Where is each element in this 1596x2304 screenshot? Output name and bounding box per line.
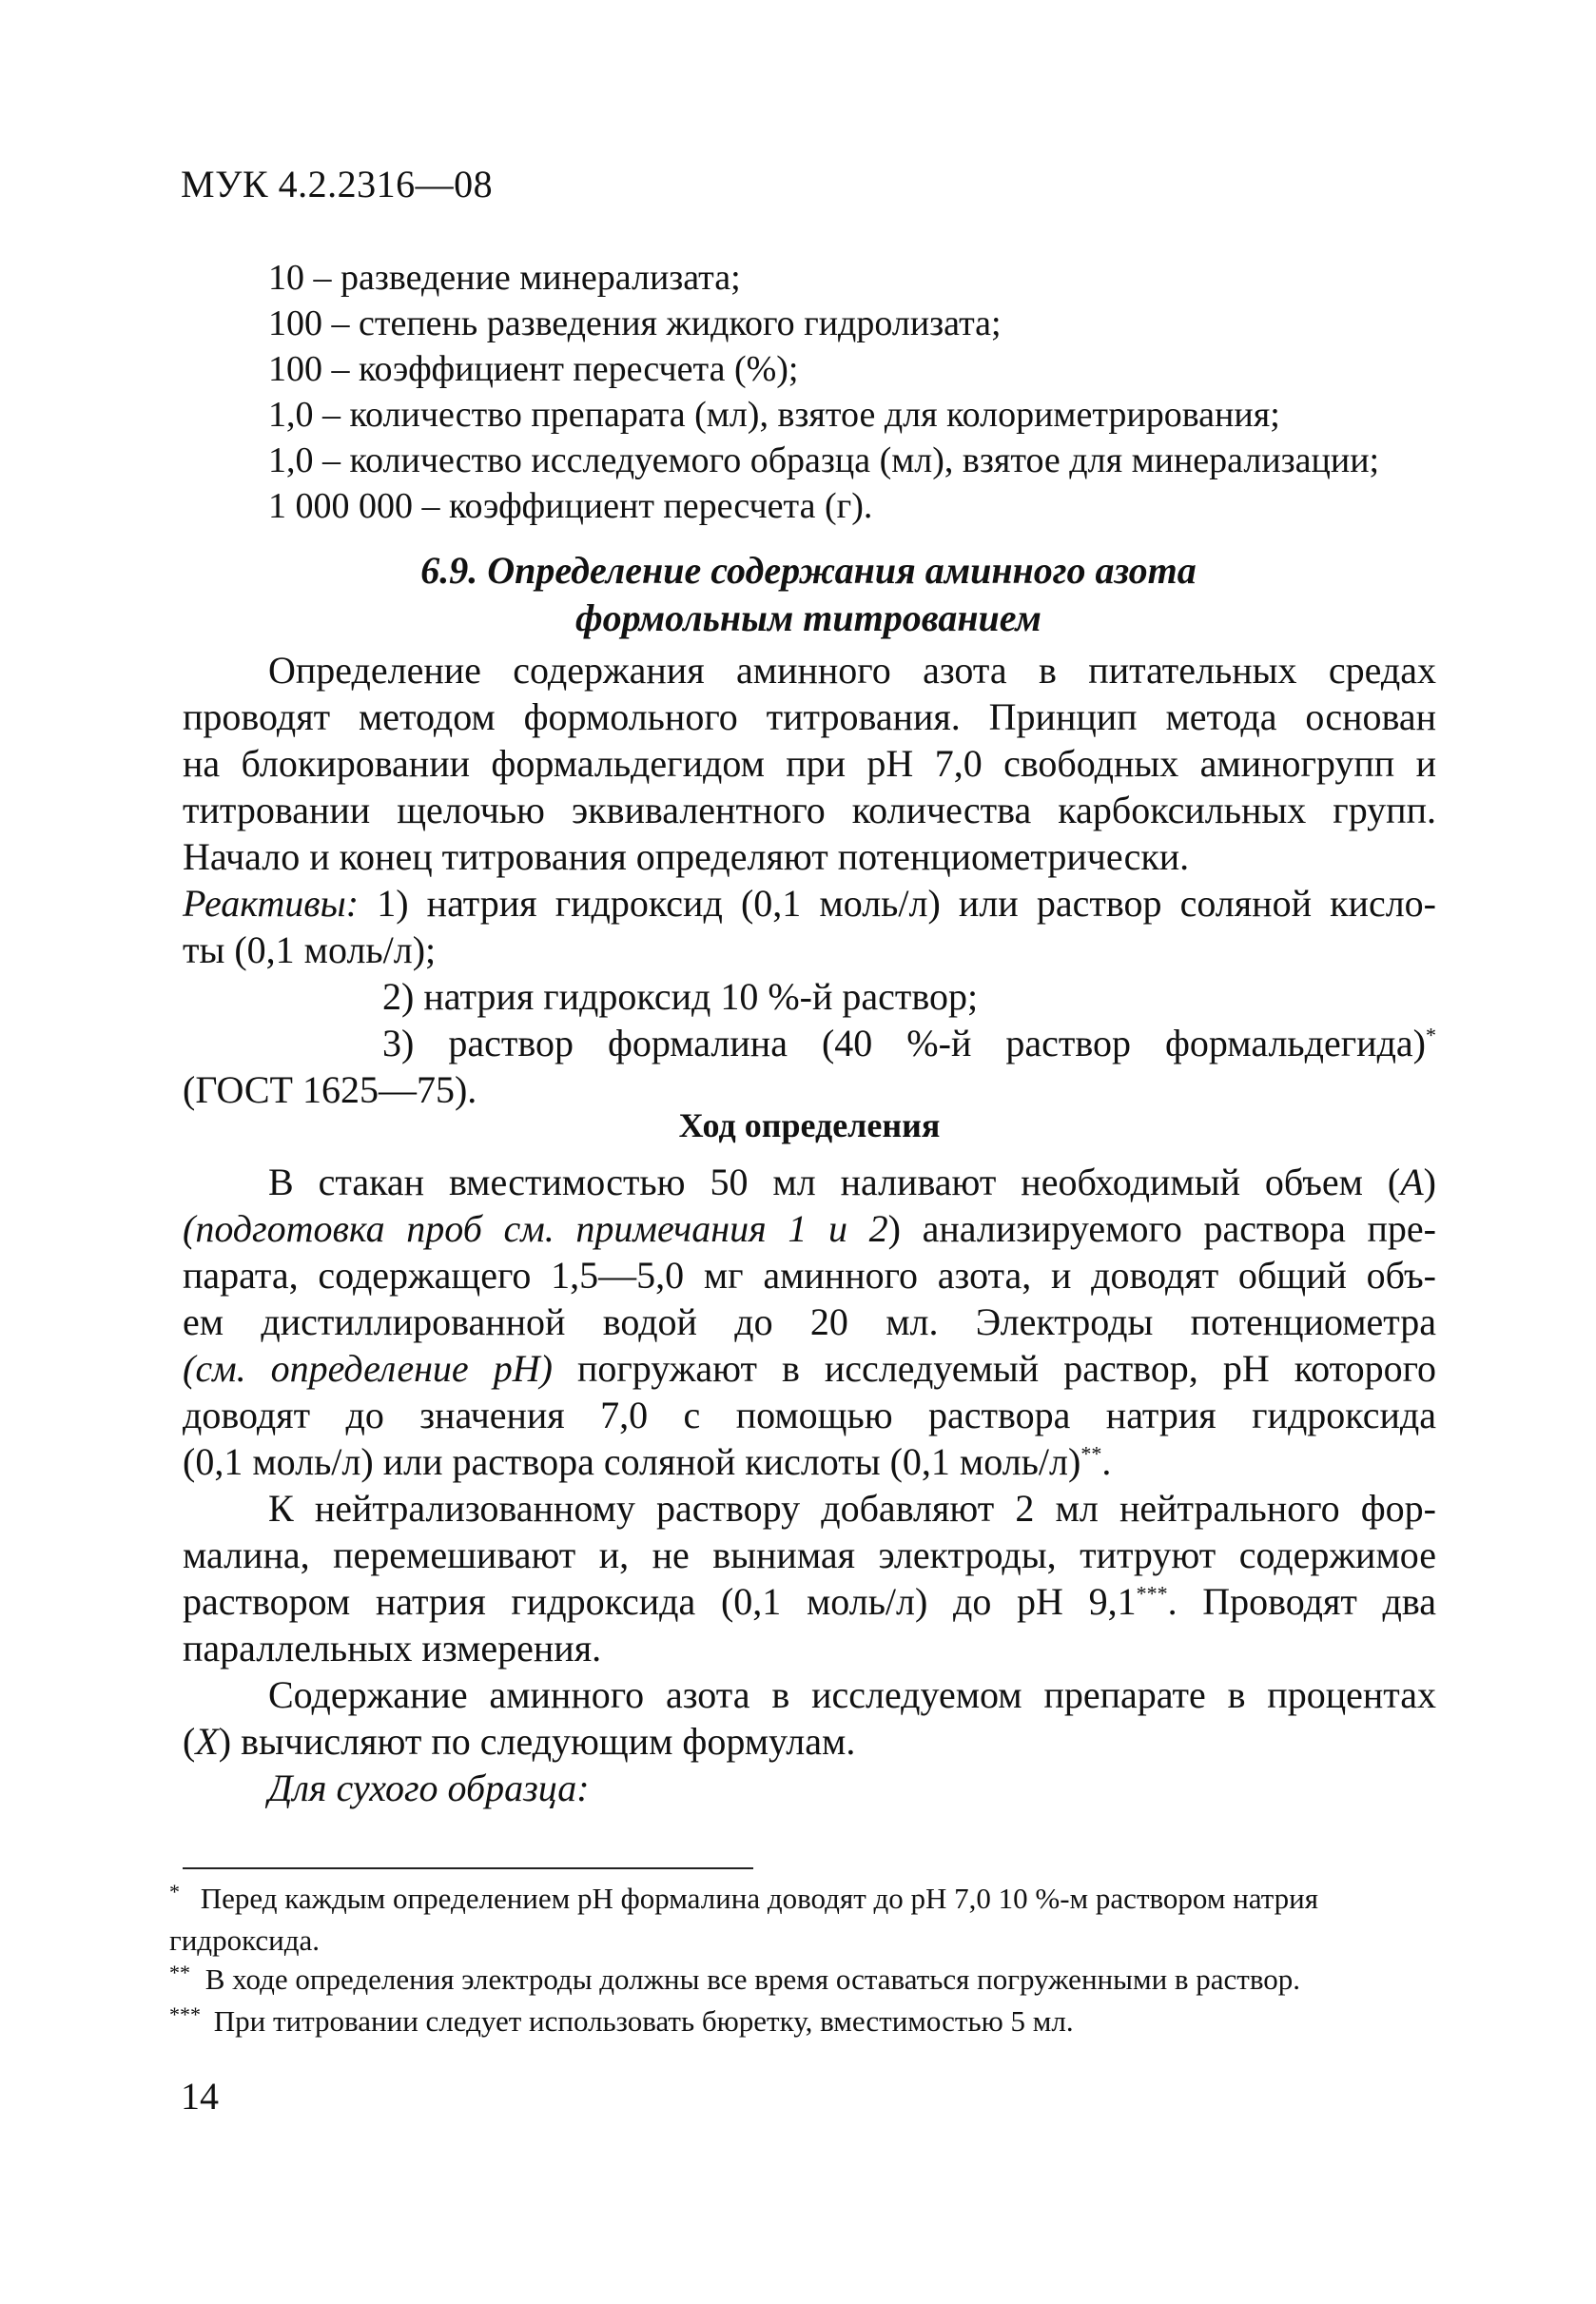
procedure-text: (0,1 моль/л) или раствора соляной кислоты (0,1 моль/л) — [183, 1440, 1081, 1483]
intro-line: Определение содержания аминного азота в питательных средах — [268, 649, 1436, 692]
variable-x: X — [195, 1720, 219, 1763]
neutral-line-2: малина, перемешивают и, не вынимая электроды, титруют содержимое — [183, 1533, 1436, 1576]
content-paragraph — [183, 1671, 1436, 1811]
intro-line: Начало и конец титрования определяют потенциометрически. — [183, 835, 1190, 878]
procedure-text: . — [1101, 1440, 1112, 1483]
reagent-line-1 — [183, 880, 1436, 927]
reagents-block — [183, 880, 1436, 1113]
procedure-text: ) — [1423, 1161, 1436, 1203]
section-title-line-1: 6.9. Определение содержания аминного азота — [420, 549, 1197, 592]
footnote-2 — [169, 1960, 1444, 2001]
footnote-mark: *** — [169, 2002, 201, 2026]
procedure-text: погружают в исследуемый раствор, pH которого — [552, 1347, 1436, 1390]
procedure-line-4: ем дистиллированной водой до 20 мл. Электроды потенциометра — [183, 1300, 1436, 1343]
procedure-line-1 — [183, 1159, 1436, 1205]
reagent-line-3 — [183, 1020, 1436, 1066]
footnote-mark: ** — [169, 1961, 190, 1984]
neutral-text: раствором натрия гидроксида (0,1 моль/л) до pH 9,1 — [183, 1580, 1137, 1623]
legend-line: 100 – коэффициент пересчета (%); — [268, 349, 799, 389]
content-text: ( — [183, 1720, 196, 1763]
procedure-text: В стакан вместимостью 50 мл наливают необходимый объем ( — [268, 1161, 1401, 1203]
reagents-label: Реактивы: — [183, 882, 360, 925]
procedure-paragraph — [183, 1159, 1436, 1485]
intro-line: проводят методом формольного титрования. Принцип метода основан — [183, 695, 1436, 738]
procedure-italic-ref: (см. определение pH) — [183, 1347, 553, 1390]
footnotes — [169, 1879, 1444, 2043]
intro-line: титровании щелочью эквивалентного количества карбоксильных групп. — [183, 789, 1436, 831]
section-title — [181, 547, 1436, 642]
footnote-ref: * — [1426, 1023, 1436, 1047]
footnote-ref: *** — [1136, 1581, 1168, 1606]
footnote-text: Перед каждым определением pH формалина доводят до pH 7,0 10 %-м раствором натрия гидроксида. — [169, 1882, 1319, 1957]
subsection-heading: Ход определения — [678, 1106, 941, 1144]
page-number: 14 — [181, 2075, 219, 2118]
legend-line: 1,0 – количество исследуемого образца (мл), взятое для минерализации; — [268, 440, 1380, 480]
footnote-1 — [169, 1879, 1444, 1960]
content-line-2 — [183, 1718, 1436, 1765]
reagent-1-text: 1) натрия гидроксид (0,1 моль/л) или раствор соляной кисло- — [359, 882, 1436, 925]
legend-line: 1 000 000 – коэффициент пересчета (г). — [268, 486, 873, 526]
neutral-line-3 — [183, 1578, 1436, 1625]
procedure-line-5 — [183, 1345, 1436, 1392]
document-code: МУК 4.2.2316—08 — [181, 163, 494, 205]
footnote-text: При титровании следует использовать бюретку, вместимостью 5 мл. — [213, 2004, 1074, 2038]
variable-a: А — [1400, 1161, 1424, 1203]
procedure-italic-ref: (подготовка проб см. примечания 1 и 2 — [183, 1207, 888, 1250]
intro-line: на блокировании формальдегидом при pH 7,0 свободных аминогрупп и — [183, 742, 1436, 785]
neutral-text: . Проводят два — [1167, 1580, 1437, 1623]
formula-legend — [268, 255, 1448, 529]
content-text: ) вычисляют по следующим формулам. — [218, 1720, 856, 1763]
reagent-2: 2) натрия гидроксид 10 %-й раствор; — [382, 975, 979, 1018]
footnote-3 — [169, 2001, 1444, 2043]
legend-line: 1,0 – количество препарата (мл), взятое для колориметрирования; — [268, 395, 1280, 435]
content-line-1: Содержание аминного азота в исследуемом препарате в процентах — [268, 1673, 1436, 1716]
legend-line: 100 – степень разведения жидкого гидролизата; — [268, 303, 1002, 343]
reagent-3-text: 3) раствор формалина (40 %-й раствор формальдегида) — [382, 1022, 1426, 1064]
neutralization-paragraph — [183, 1485, 1436, 1671]
footnote-ref: ** — [1080, 1441, 1102, 1466]
procedure-line-6: доводят до значения 7,0 с помощью раствора натрия гидроксида — [183, 1394, 1436, 1436]
intro-paragraph — [183, 647, 1436, 880]
footnote-divider — [183, 1867, 753, 1869]
procedure-line-7 — [183, 1438, 1436, 1485]
reagent-3-continuation: (ГОСТ 1625—75). — [183, 1068, 477, 1111]
procedure-text: ) анализируемого раствора пре- — [887, 1207, 1437, 1250]
footnote-text: В ходе определения электроды должны все время оставаться погруженными в раствор. — [204, 1962, 1301, 1996]
procedure-line-2 — [183, 1205, 1436, 1252]
section-title-line-2: формольным титрованием — [575, 596, 1041, 639]
neutral-line-1: К нейтрализованному раствору добавляют 2 мл нейтрального фор- — [268, 1487, 1436, 1530]
footnote-mark: * — [169, 1880, 180, 1904]
reagent-1-continuation: ты (0,1 моль/л); — [183, 928, 437, 971]
neutral-line-4: параллельных измерения. — [183, 1627, 602, 1669]
legend-line: 10 – разведение минерализата; — [268, 258, 741, 298]
procedure-line-3: парата, содержащего 1,5—5,0 мг аминного азота, и доводят общий объ- — [183, 1254, 1436, 1297]
content-line-3: Для сухого образца: — [268, 1767, 590, 1809]
